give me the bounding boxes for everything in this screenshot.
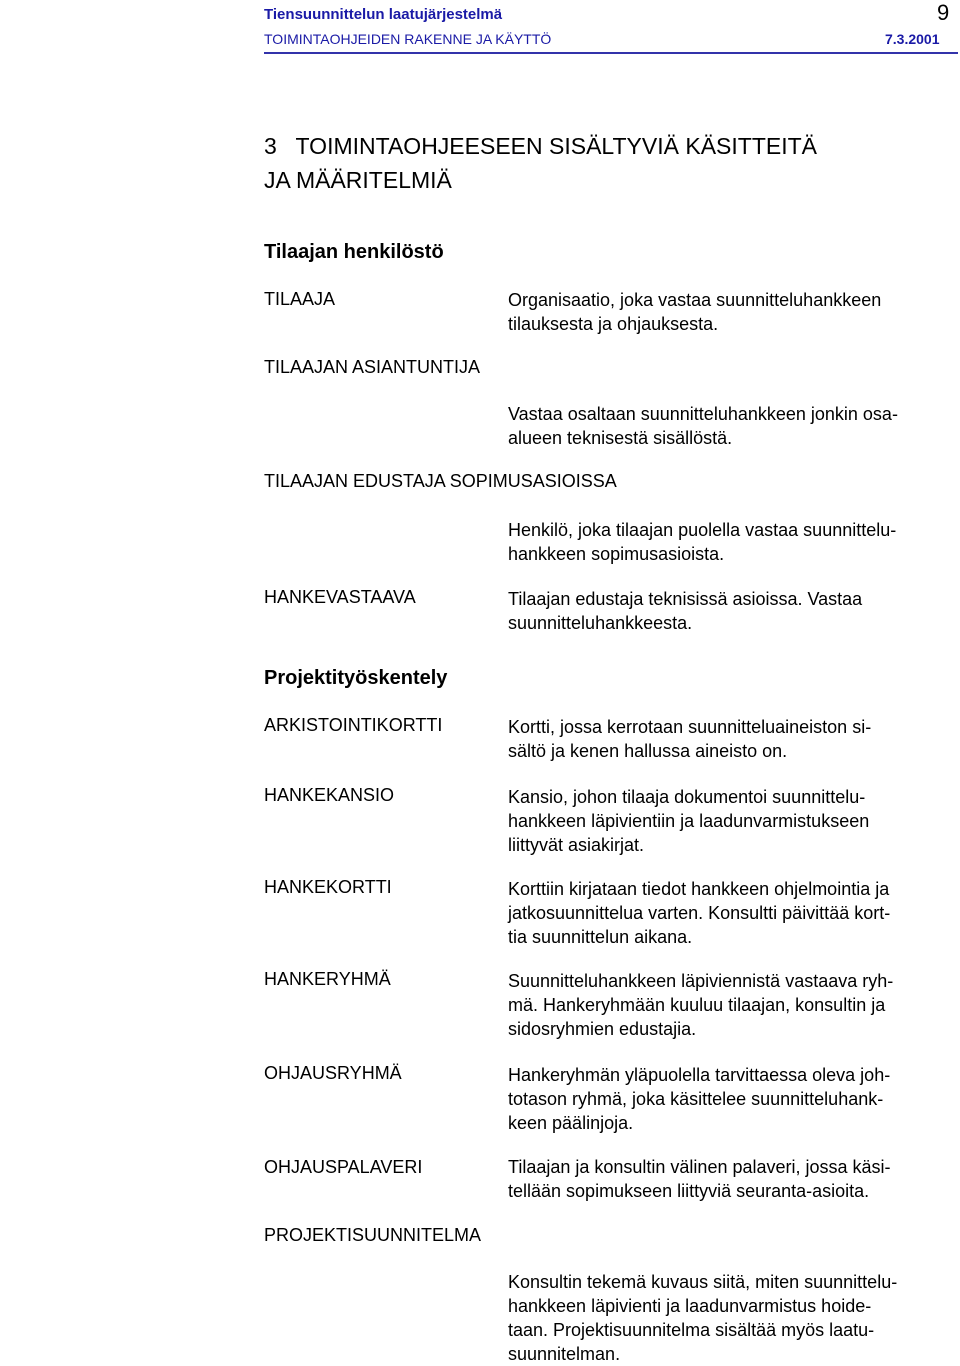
page-number: 9 [937,0,950,25]
document-subtitle: TOIMINTAOHJEIDEN RAKENNE JA KÄYTTÖ [264,31,552,47]
term-arkistointikortti: ARKISTOINTIKORTTI [264,715,443,735]
term-hankevastaava: HANKEVASTAAVA [264,587,416,607]
document-title: Tiensuunnittelun laatujärjestelmä [264,6,503,23]
definition-ohjausryhma: Hankeryhmän yläpuolella tarvittaessa oleva joh- totason ryhmä, joka käsittelee suunnitteluhank- keen päälinjoja. [508,1065,891,1133]
term-tilaajan-asiantuntija: TILAAJAN ASIANTUNTIJA [264,357,481,377]
document-date: 7.3.2001 [885,31,940,47]
definition-tilaajan-edustaja-sopimusasioissa: Henkilö, joka tilaajan puolella vastaa suunnittelu- hankkeen sopimusasioista. [508,520,897,564]
term-tilaaja: TILAAJA [264,289,336,309]
definition-tilaajan-asiantuntija: Vastaa osaltaan suunnitteluhankkeen jonkin osa- alueen teknisestä sisällöstä. [508,404,898,448]
chapter-heading-line1: 3 TOIMINTAOHJEESEEN SISÄLTYVIÄ KÄSITTEITÄ [264,133,817,159]
term-hankekansio: HANKEKANSIO [264,785,395,805]
definition-hankeryhma: Suunnitteluhankkeen läpiviennistä vastaava ryh- mä. Hankeryhmään kuuluu tilaajan, konsultin ja sidosryhmien edustajia. [508,971,894,1039]
definition-hankekortti: Korttiin kirjataan tiedot hankkeen ohjelmointia ja jatkosuunnittelua varten. Konsultti päivittää kort- tia suunnittelun aikana. [508,879,891,947]
definition-hankevastaava: Tilaajan edustaja teknisissä asioissa. Vastaa suunnitteluhankkeesta. [508,589,863,633]
term-hankeryhma: HANKERYHMÄ [264,969,391,989]
section-heading-tilaajan-henkilosto: Tilaajan henkilöstö [264,241,444,263]
section-heading-projektityoskentely: Projektityöskentely [264,667,448,689]
definition-hankekansio: Kansio, johon tilaaja dokumentoi suunnittelu- hankkeen läpivientiin ja laadunvarmistukseen liittyvät asiakirjat. [508,787,870,855]
header-divider [264,52,958,54]
definition-tilaaja: Organisaatio, joka vastaa suunnitteluhankkeen tilauksesta ja ohjauksesta. [508,290,882,334]
definition-arkistointikortti: Kortti, jossa kerrotaan suunnitteluaineiston si- sältö ja kenen hallussa aineisto on. [508,717,872,761]
term-ohjauspalaveri: OHJAUSPALAVERI [264,1157,423,1177]
definition-ohjauspalaveri: Tilaajan ja konsultin välinen palaveri, jossa käsi- tellään sopimukseen liittyviä seuranta-asioita. [508,1157,891,1201]
term-hankekortti: HANKEKORTTI [264,877,392,897]
chapter-heading-line2: JA MÄÄRITELMIÄ [264,167,452,193]
term-projektisuunnitelma: PROJEKTISUUNNITELMA [264,1225,482,1245]
term-tilaajan-edustaja-sopimusasioissa: TILAAJAN EDUSTAJA SOPIMUSASIOISSA [264,471,617,491]
term-ohjausryhma: OHJAUSRYHMÄ [264,1063,402,1083]
definition-projektisuunnitelma: Konsultin tekemä kuvaus siitä, miten suunnittelu- hankkeen läpivienti ja laadunvarmistus hoide- taan. Projektisuunnitelma sisältää myös laatu- suunnitelman. [508,1272,898,1364]
